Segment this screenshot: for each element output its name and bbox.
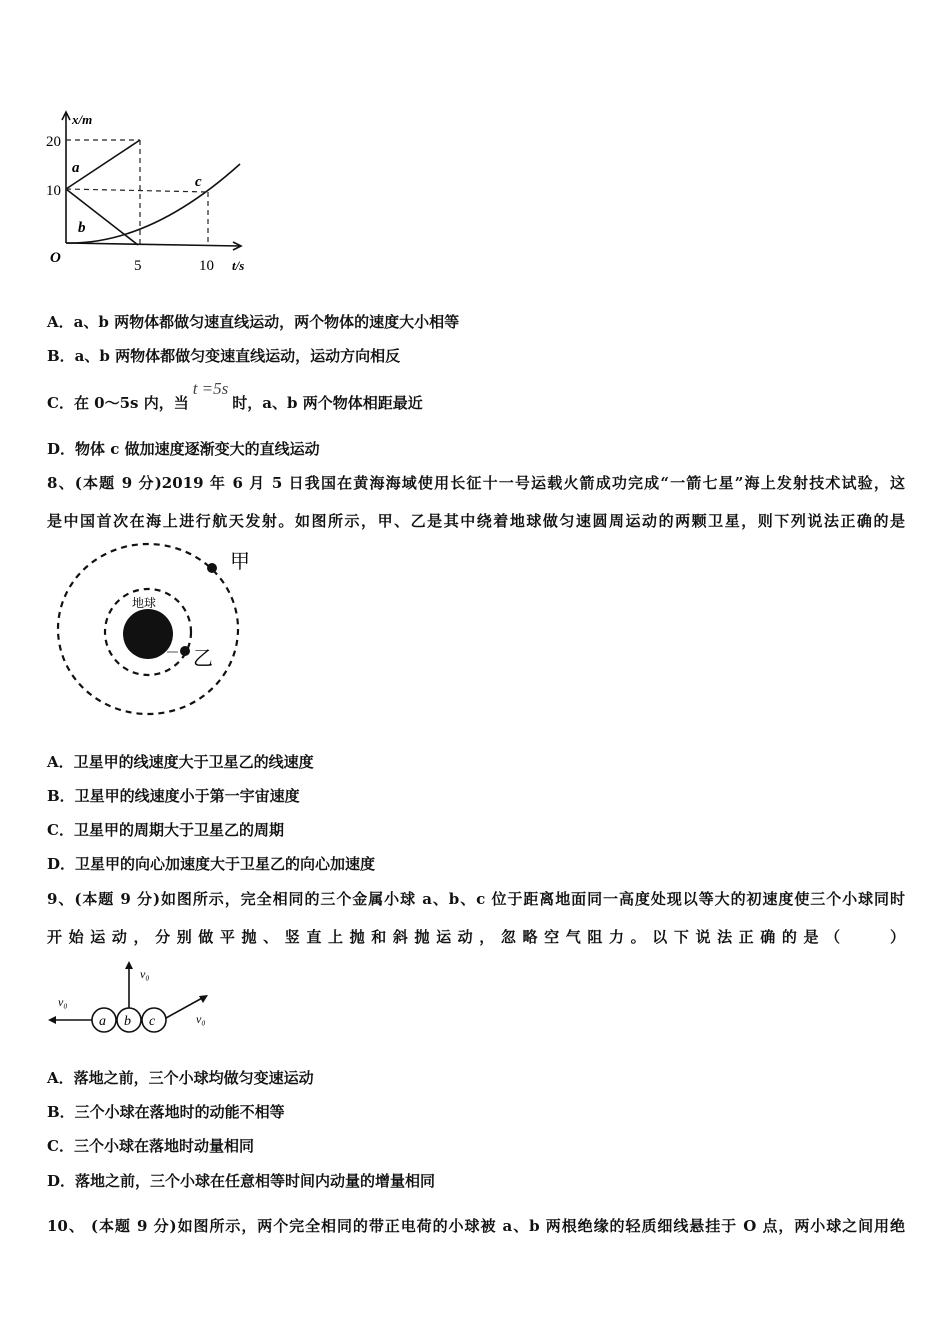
velocity-label-left: v₀ (58, 995, 68, 1009)
label-b: b (78, 220, 86, 236)
q7-option-d: D．物体 c 做加速度逐渐变大的直线运动 (47, 440, 320, 458)
q9-option-a: A．落地之前，三个小球均做匀变速运动 (47, 1069, 314, 1087)
earth (123, 609, 173, 659)
curve-c (66, 164, 240, 243)
q9-option-b: B．三个小球在落地时的动能不相等 (47, 1103, 285, 1121)
q9-option-d: D．落地之前，三个小球在任意相等时间内动量的增量相同 (47, 1172, 436, 1190)
x-axis-label: t/s (232, 258, 245, 273)
balls-diagram (40, 955, 220, 1035)
earth-label: 地球 (132, 596, 157, 610)
line-b (66, 189, 138, 245)
xt-graph (30, 100, 270, 280)
velocity-label-oblique: v₀ (196, 1012, 206, 1026)
ball-a-label: a (99, 1014, 106, 1029)
q7-option-a: A．a、b 两物体都做匀速直线运动，两个物体的速度大小相等 (47, 313, 460, 331)
satellite-yi (180, 646, 190, 656)
orbit-diagram (40, 535, 270, 725)
ball-b-label: b (124, 1014, 131, 1029)
q7-option-c-math: t =5s (192, 379, 229, 398)
x-axis (66, 243, 240, 246)
velocity-label-up: v₀ (140, 967, 150, 981)
q8-stem-line1: 8、(本题 9 分)2019 年 6 月 5 日我国在黄海海域使用长征十一号运载火箭成功完成“一箭七星”海上发射技术试验，这 (47, 474, 905, 492)
satellite-jia (207, 563, 217, 573)
q7-option-b: B．a、b 两物体都做匀变速直线运动，运动方向相反 (47, 347, 401, 365)
y-tick-20: 20 (46, 134, 61, 150)
origin-label: O (50, 250, 61, 266)
label-a: a (72, 160, 80, 176)
q7-option-c (47, 379, 423, 413)
sat-yi-label: 乙 (193, 648, 213, 670)
q9-stem-line1: 9、(本题 9 分)如图所示，完全相同的三个金属小球 a、b、c 位于距离地面同一高度处现以等大的初速度使三个小球同时 (47, 890, 905, 908)
y-tick-10: 10 (46, 183, 61, 199)
sat-jia-label: 甲 (230, 551, 250, 573)
label-c: c (195, 174, 202, 190)
q8-option-d: D．卫星甲的向心加速度大于卫星乙的向心加速度 (47, 855, 376, 873)
y-axis-label: x/m (72, 112, 93, 127)
q9-stem-line2: 开始运动，分别做平抛、竖直上抛和斜抛运动，忽略空气阻力。以下说法正确的是（ ） (47, 928, 905, 946)
q8-option-a: A．卫星甲的线速度大于卫星乙的线速度 (47, 753, 314, 771)
x-tick-5: 5 (134, 258, 142, 274)
q8-stem-line2: 是中国首次在海上进行航天发射。如图所示，甲、乙是其中绕着地球做匀速圆周运动的两颗卫星，则下列说法正确的是 (47, 512, 905, 530)
ball-c-label: c (149, 1014, 156, 1029)
x-tick-10: 10 (199, 258, 214, 274)
q8-option-b: B．卫星甲的线速度小于第一宇宙速度 (47, 787, 300, 805)
q9-option-c: C．三个小球在落地时动量相同 (47, 1137, 254, 1155)
q7-option-c-post: 时，a、b 两个物体相距最近 (232, 394, 423, 412)
q8-option-c: C．卫星甲的周期大于卫星乙的周期 (47, 821, 284, 839)
q7-option-c-pre: C．在 0～5s 内，当 (47, 394, 189, 412)
q10-stem-line1: 10、 (本题 9 分)如图所示，两个完全相同的带正电荷的小球被 a、b 两根绝缘的轻质细线悬挂于 O 点，两小球之间用绝 (47, 1217, 905, 1235)
